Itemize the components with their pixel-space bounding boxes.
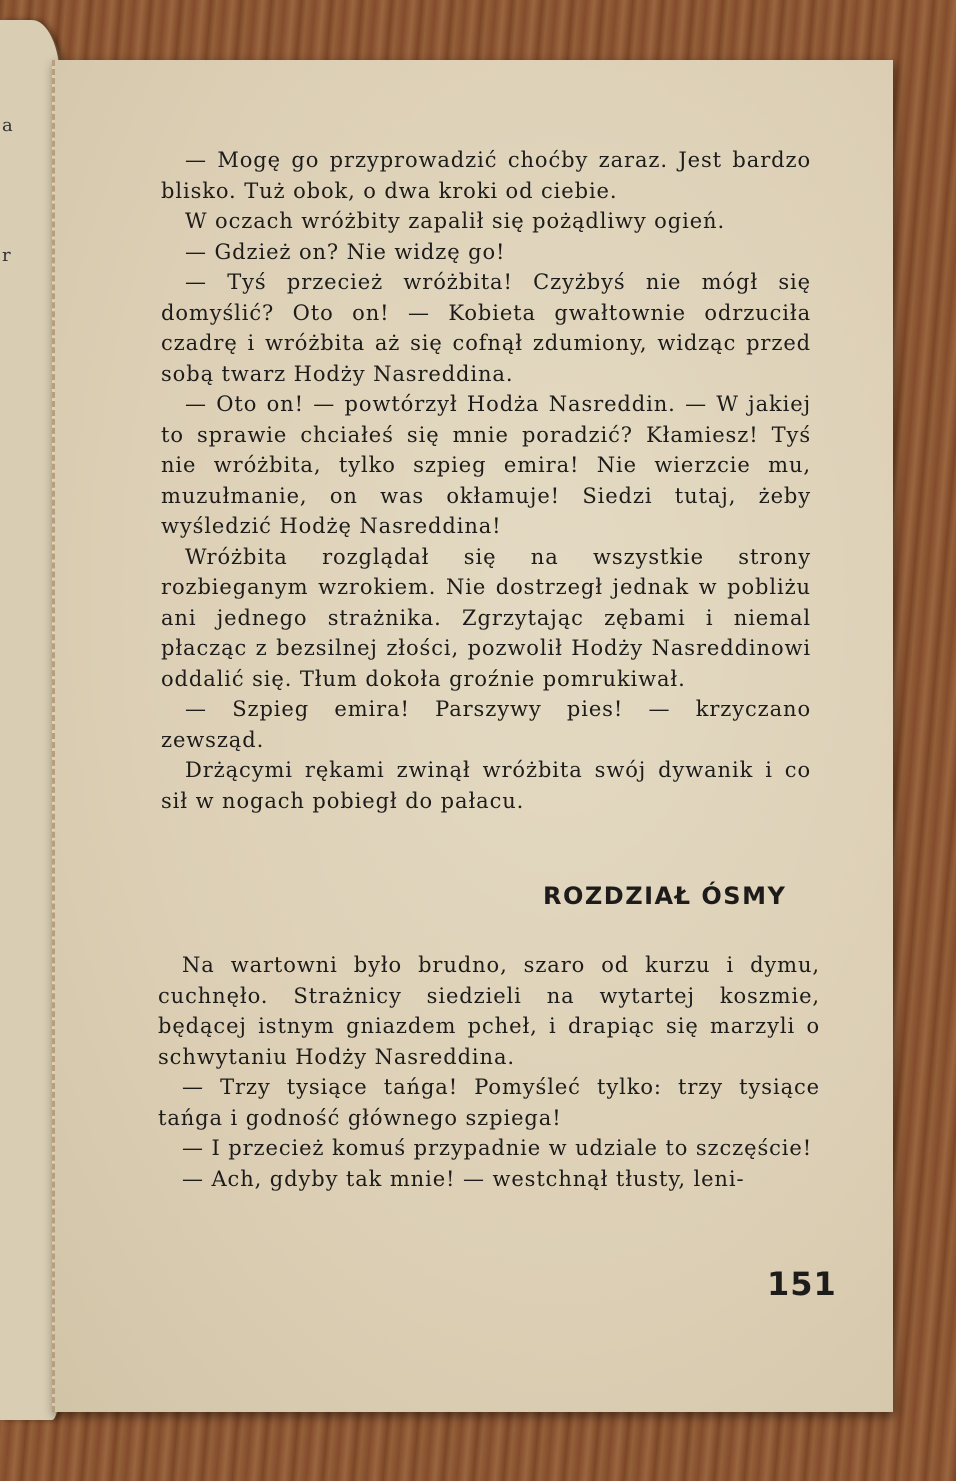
text-section-1 [161, 145, 811, 816]
book-page [52, 60, 893, 1412]
paragraph: — Tyś przecież wróżbita! Czyżbyś nie mógł się domyślić? Oto on! — Kobieta gwałtownie odrzuciła czadrę i wróżbita aż się cofnął zdumiony, widząc przed sobą twarz Hodży Nasreddina. [161, 270, 811, 386]
paragraph: — Mogę go przyprowadzić choćby zaraz. Jest bardzo blisko. Tuż obok, o dwa kroki od ciebie. [161, 148, 811, 203]
paragraph: — I przecież komuś przypadnie w udziale to szczęście! [182, 1136, 813, 1160]
paragraph: Na wartowni było brudno, szaro od kurzu i dymu, cuchnęło. Strażnicy siedzieli na wytartej koszmie, będącej istnym gniazdem pcheł, i drapiąc się marzyli o schwytaniu Hodży Nasreddina. [158, 953, 820, 1069]
paragraph: — Ach, gdyby tak mnie! — westchnął tłusty, leni- [182, 1166, 745, 1191]
chapter-heading: ROZDZIAŁ ÓSMY [543, 882, 787, 910]
paragraph: — Oto on! — powtórzył Hodża Nasreddin. — W jakiej to sprawie chciałeś się mnie poradzić? Kłamiesz! Tyś nie wróżbita, tylko szpieg emira! Nie wierzcie mu, muzułmanie, on was okłamuje! Siedzi tutaj, żeby wyśledzić Hodżę Nasreddina! [161, 392, 811, 538]
text-section-2 [158, 950, 820, 1194]
paragraph: Drżącymi rękami zwinął wróżbita swój dywanik i co sił w nogach pobiegł do pałacu. [161, 758, 811, 813]
paragraph: — Szpieg emira! Parszywy pies! — krzyczano zewsząd. [161, 697, 811, 752]
paragraph: Wróżbita rozglądał się na wszystkie strony rozbieganym wzrokiem. Nie dostrzegł jednak w pobliżu ani jednego strażnika. Zgrzytając zębami i niemal płacząc z bezsilnej złości, pozwolił Hodży Nasreddinowi oddalić się. Tłum dokoła groźnie pomrukiwał. [161, 544, 811, 691]
paragraph: — Gdzież on? Nie widzę go! [185, 239, 506, 264]
page-number: 151 [767, 1265, 837, 1303]
paragraph: — Trzy tysiące tańga! Pomyśleć tylko: trzy tysiące tańga i godność głównego szpiega! [158, 1075, 820, 1130]
paragraph: W oczach wróżbity zapalił się pożądliwy ogień. [185, 209, 726, 233]
margin-mark: r [2, 245, 11, 266]
margin-mark: a [2, 115, 13, 136]
